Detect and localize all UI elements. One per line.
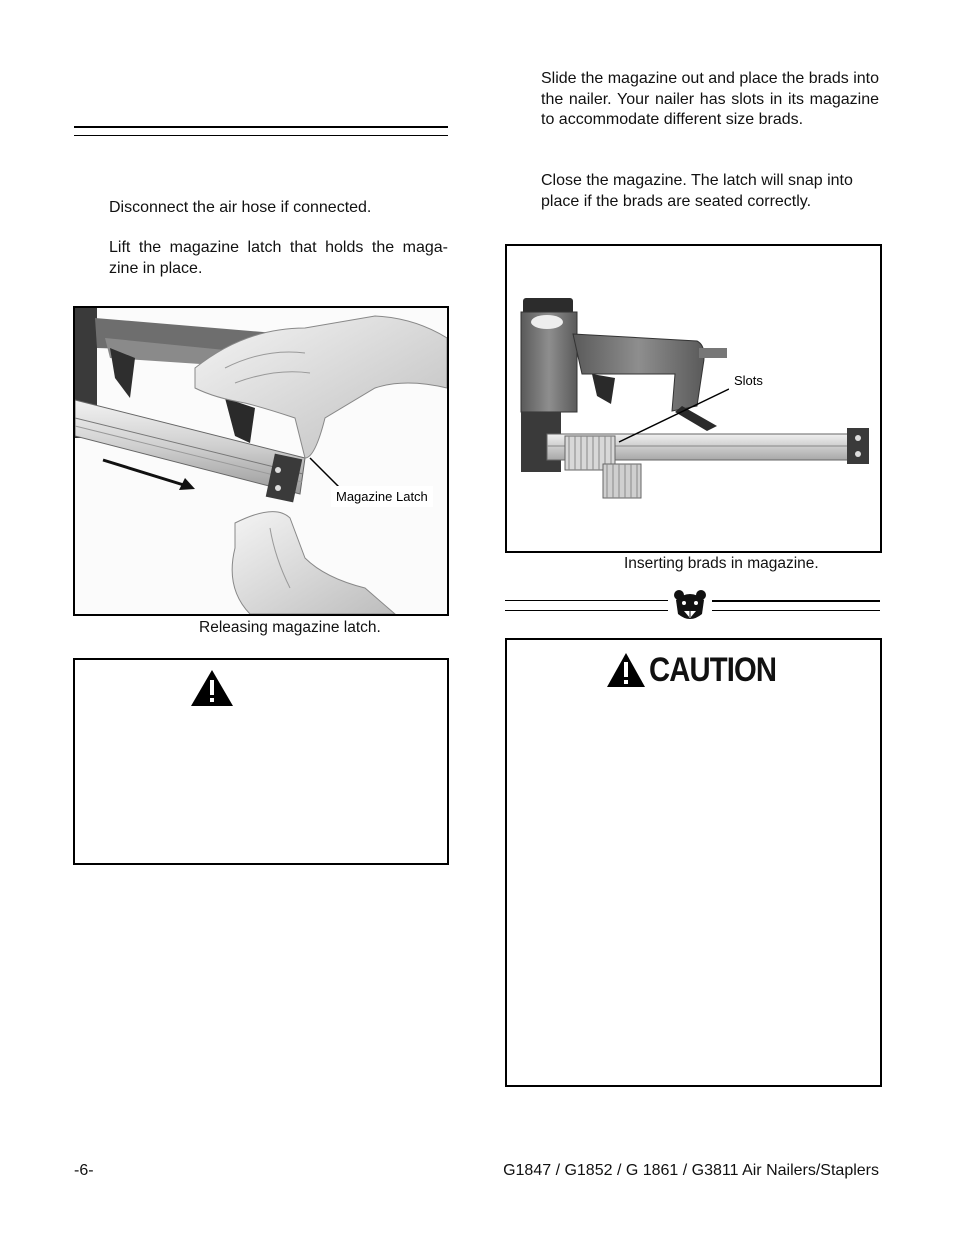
callout-magazine-latch: Magazine Latch bbox=[331, 486, 433, 507]
figure-inserting-brads bbox=[505, 244, 882, 553]
footer-title: G1847 / G1852 / G 1861 / G3811 Air Nailers/Staplers bbox=[503, 1162, 879, 1179]
step-lift-latch: Lift the magazine latch that holds the maga-zine in place. bbox=[109, 239, 448, 277]
bear-head-icon bbox=[672, 588, 708, 624]
step-disconnect-hose: Disconnect the air hose if connected. bbox=[109, 199, 372, 216]
nailer-side-photo bbox=[507, 246, 880, 551]
warning-triangle-icon bbox=[605, 651, 647, 689]
divider-right-bottom bbox=[712, 610, 880, 611]
caution-label: CAUTION bbox=[649, 650, 777, 689]
warning-box bbox=[73, 658, 449, 865]
caption-inserting-brads: Inserting brads in magazine. bbox=[624, 555, 819, 572]
page-number: -6- bbox=[74, 1162, 94, 1179]
divider-right-top bbox=[712, 600, 880, 602]
divider-left-bottom bbox=[505, 610, 668, 611]
figure-releasing-latch bbox=[73, 306, 449, 616]
caution-box bbox=[505, 638, 882, 1087]
caution-header bbox=[605, 650, 797, 690]
divider-left-top bbox=[505, 600, 668, 601]
callout-slots: Slots bbox=[729, 370, 768, 391]
warning-triangle-icon bbox=[189, 668, 235, 708]
section-rule-bottom bbox=[74, 135, 448, 136]
caption-releasing-latch: Releasing magazine latch. bbox=[199, 619, 381, 636]
section-rule-top bbox=[74, 126, 448, 128]
step-close-magazine: Close the magazine. The latch will snap into place if the brads are seated correctly. bbox=[541, 172, 853, 210]
step-slide-magazine: Slide the magazine out and place the brads into the nailer. Your nailer has slots in its magazine to accommodate different size brads. bbox=[541, 70, 880, 128]
nailer-magazine-photo bbox=[75, 308, 447, 614]
